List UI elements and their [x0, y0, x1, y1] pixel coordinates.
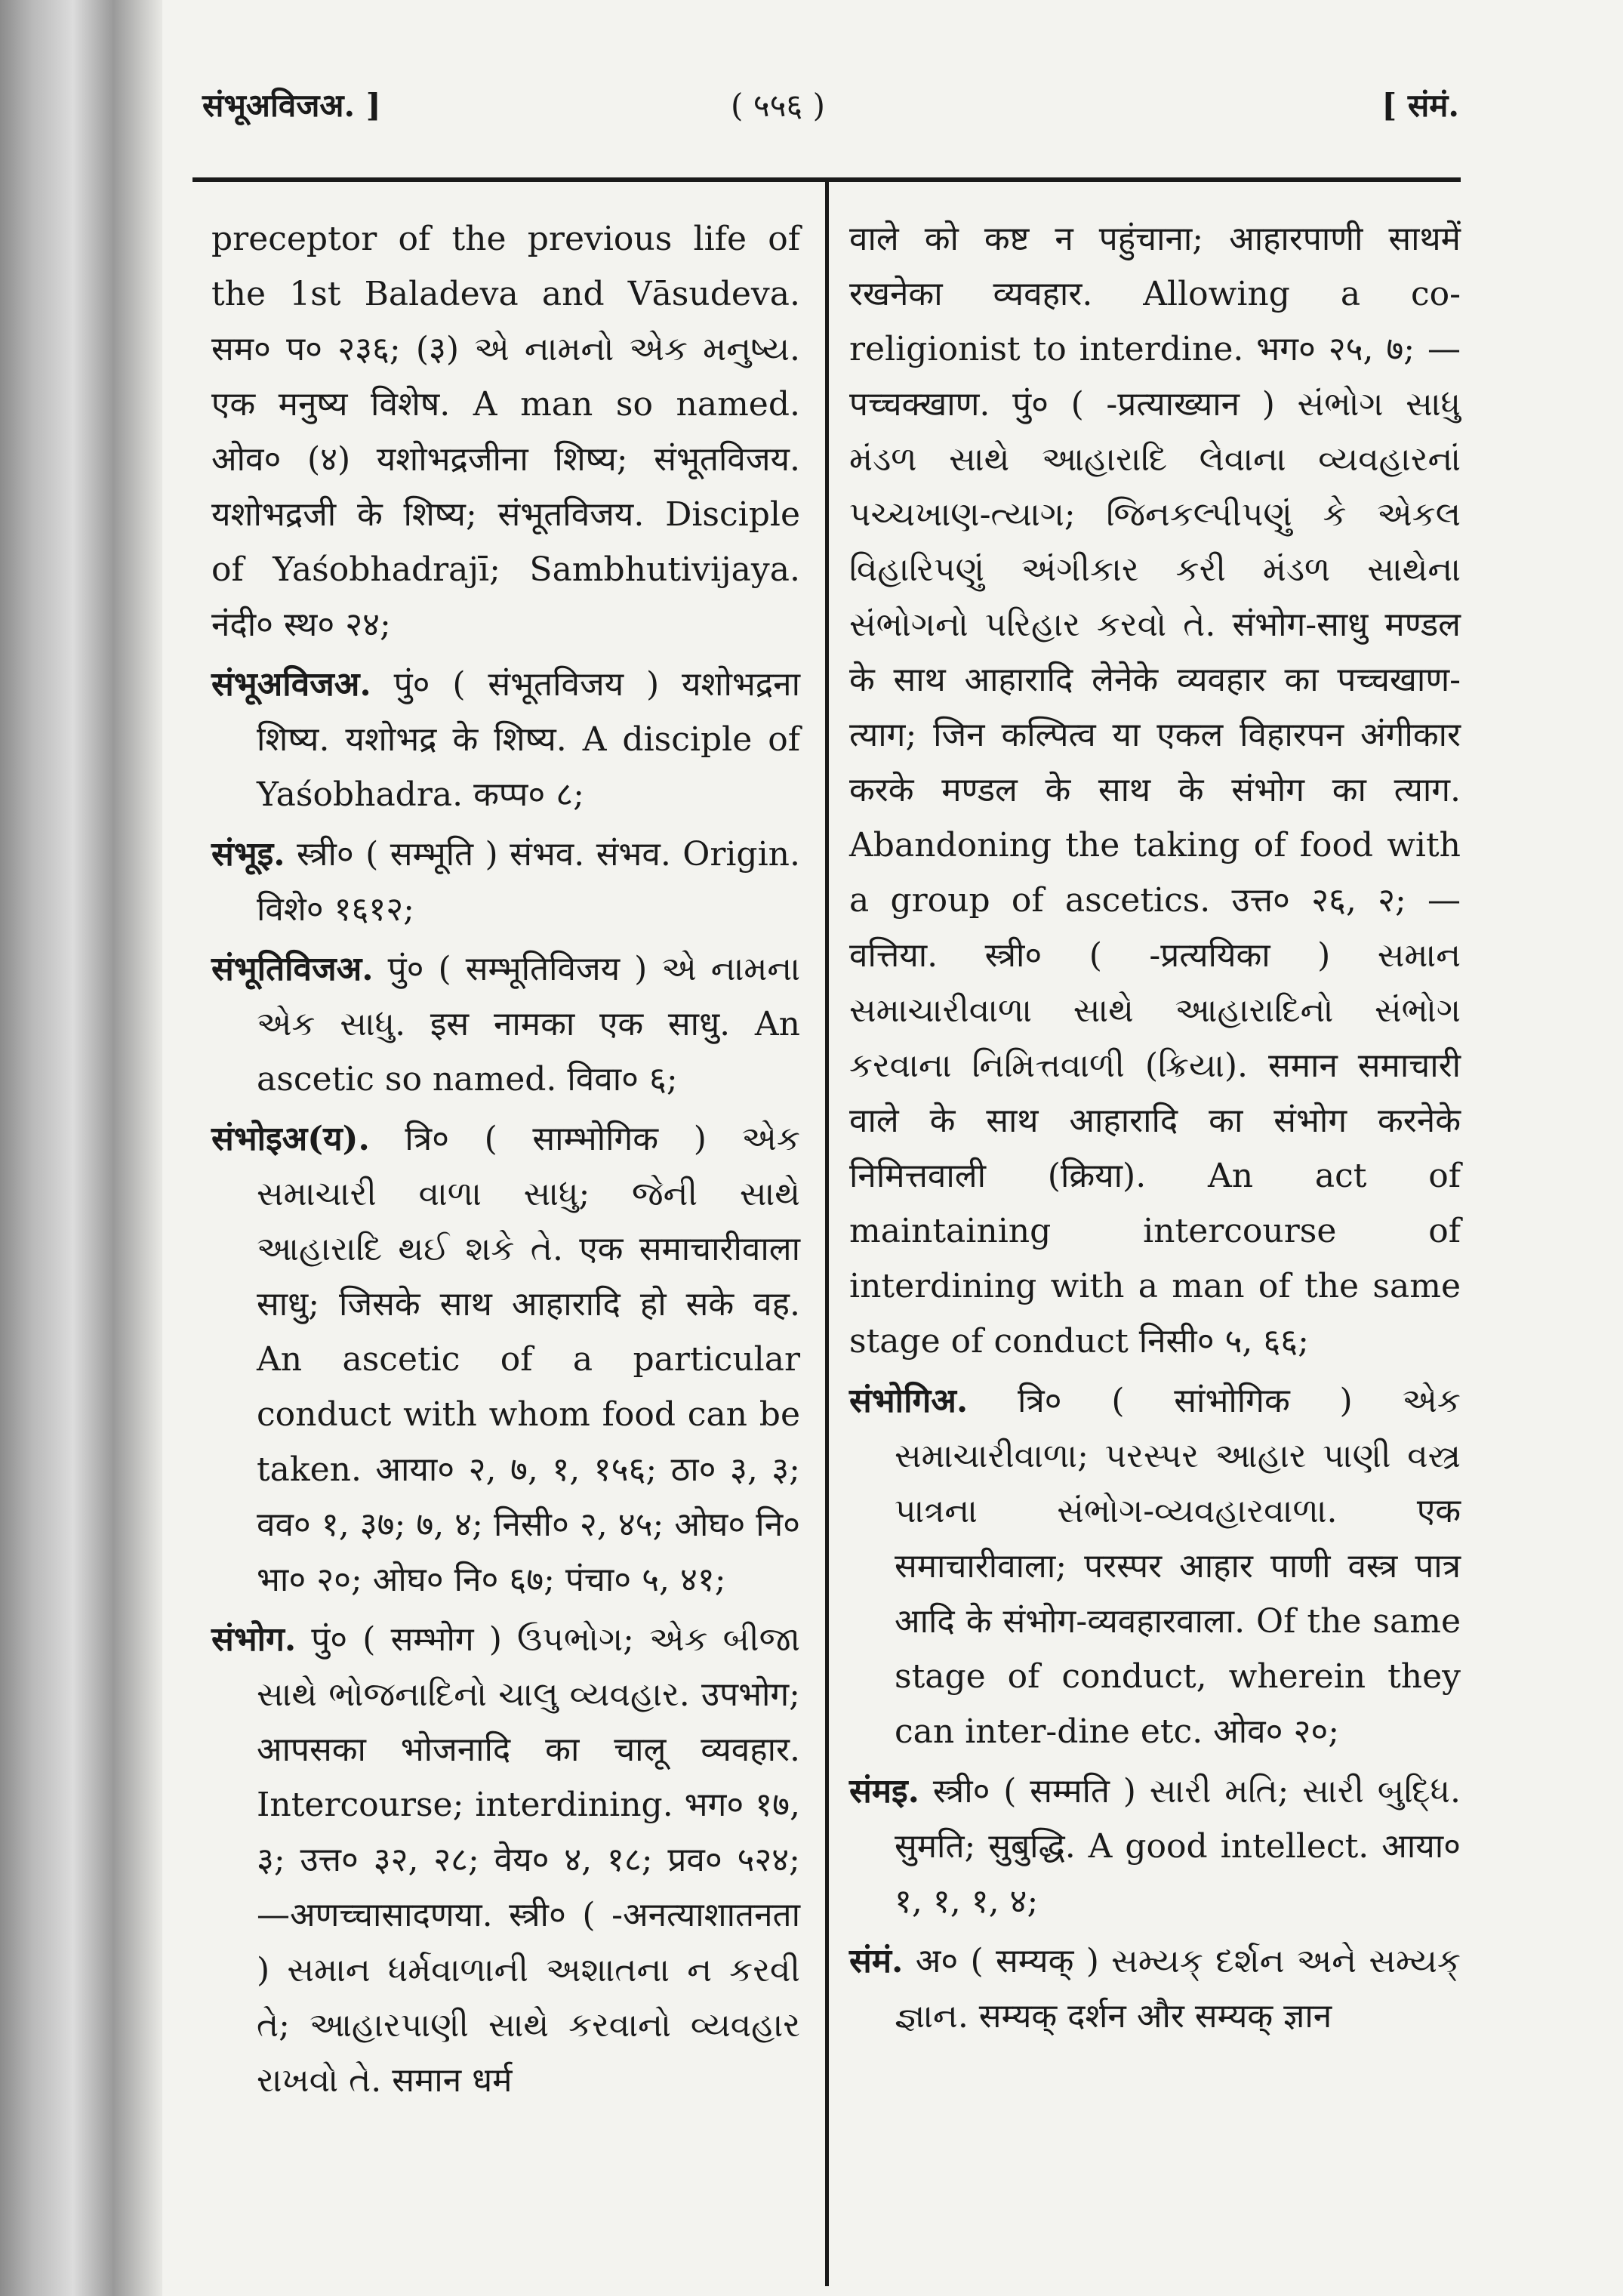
dictionary-entry	[849, 1764, 1461, 1929]
header-left-guide-word: संभूअविजअ. ]	[202, 87, 381, 124]
dictionary-entry	[211, 827, 800, 937]
entry-headword: संभोइअ(य).	[211, 1120, 370, 1158]
entry-definition: त्रि० ( सांभोगिक ) એક સમાચારીવાળા; પરસ્પર આહાર પાણી વસ્ત્ર પાત્રના સંભોગ-વ્યવહારવાળા. एक समाचारीवाला; परस्पर आहार पाणी वस्त्र पात्र आदि के संभोग-व्यवहारवाला. Of the same stage of conduct, wherein they can inter-dine etc. ओव० २०;	[895, 1382, 1461, 1751]
right-column	[849, 211, 1461, 2048]
entry-definition: स्त्री० ( सम्भूति ) संभव. संभव. Origin. विशे० १६१२;	[257, 835, 800, 929]
dictionary-entry	[211, 942, 800, 1107]
entry-headword: संमइ.	[849, 1772, 919, 1811]
continued-entry: preceptor of the previous life of the 1st Baladeva and Vāsudeva. सम० प० २३६; (३) એ નામનો એક મનુષ્ય. एक मनुष्य विशेष. A man so named. ओव० (४) यशोभद्रजीना शिष्य; संभूतविजय. यशोभद्रजी के शिष्य; संभूतविजय. Disciple of Yaśobhadrajī; Sambhutivijaya. नंदी० स्थ० २४;	[211, 220, 800, 644]
entry-headword: संभूतिविजअ.	[211, 950, 374, 988]
page-number: ( ५५६ )	[731, 87, 825, 124]
entry-definition: अ० ( सम्यक् ) સમ્યક્ દર્શન અને સમ્યક્ જ્ઞાન. सम्यक् दर्शन और सम्यक् ज्ञान	[895, 1942, 1461, 2036]
dictionary-entry	[211, 1111, 800, 1607]
entry-headword: संभूइ.	[211, 835, 285, 874]
dictionary-entry	[849, 1934, 1461, 2044]
entry-definition: त्रि० ( साम्भोगिक ) એક સમાચારી વાળા સાધુ; જેની સાથે આહારાદિ થઈ શકે તે. एक समाचारीवाला साधु; जिसके साथ आहारादि हो सके वह. An ascetic of a particular conduct with whom food can be taken. आया० २, ७, १, १५६; ठा० ३, ३; वव० १, ३७; ७, ४; निसी० २, ४५; ओघ० नि० भा० २०; ओघ० नि० ६७; पंचा० ५, ४१;	[257, 1120, 800, 1599]
entry-headword: संभूअविजअ.	[211, 665, 371, 704]
entry-definition: पुं० ( संभूतविजय ) यशोभद्रना शिष्य. यशोभद्र के शिष्य. A disciple of Yaśobhadra. कप्प० ८;	[257, 665, 800, 814]
dictionary-entry	[211, 657, 800, 822]
header-right-guide-word: [ संमं.	[1381, 87, 1459, 124]
dictionary-entry	[211, 1612, 800, 2108]
column-divider	[825, 180, 829, 2286]
dictionary-entry	[849, 1373, 1461, 1759]
entry-definition: पुं० ( सम्भोग ) ઉપભોગ; એક બીજા સાથે ભોજનાદિનો ચાલુ વ્યવહાર. उपभोग; आपसका भोजनादि का चालू व्यवहार. Intercourse; interdining. भग० १७, ३; उत्त० ३२, २८; वेय० ४, १८; प्रव० ५२४; —अणच्चासादणया. स्त्री० ( -अनत्याशातनता ) સમાન ધર્મવાળાની અશાતના ન કરવી તે; આહારપાણી સાથે કરવાનો વ્યવહાર રાખવો તે. समान धर्म	[257, 1620, 800, 2100]
entry-headword: संमं.	[849, 1942, 904, 1980]
entry-headword: संभोग.	[211, 1620, 297, 1659]
entry-headword: संभोगिअ.	[849, 1382, 969, 1420]
page-header	[202, 83, 1459, 136]
entry-definition: स्त्री० ( सम्मति ) સારી મતિ; સારી બુદ્ધિ. सुमति; सुबुद्धि. A good intellect. आया० १, १, १, ४;	[895, 1772, 1461, 1921]
left-column	[211, 211, 800, 2113]
scan-binding-shadow	[0, 0, 162, 2296]
continued-entry: वाले को कष्ट न पहुंचाना; आहारपाणी साथमें रखनेका व्यवहार. Allowing a co-religionist to interdine. भग० २५, ७; —पच्चक्खाण. पुं० ( -प्रत्याख्यान ) સંભોગ સાધુ મંડળ સાથે આહારાદિ લેવાના વ્યવહારનાં પચ્ચખાણ-ત્યાગ; જિનકલ્પીપણું કે એકલ વિહારિપણું અંગીકાર કરી મંડળ સાથેના સંભોગનો પરિહાર કરવો તે. संभोग-साधु मण्डल के साथ आहारादि लेनेके व्यवहार का पच्चखाण-त्याग; जिन कल्पित्व या एकल विहारपन अंगीकार करके मण्डल के साथ के संभोग का त्याग. Abandoning the taking of food with a group of ascetics. उत्त० २६, २; —वत्तिया. स्त्री० ( -प्रत्ययिका ) સમાન સમાચારીવાળા સાથે આહારાદિનો સંભોગ કરવાના નિમિત્તવાળી (ક્રિયા). समान समाचारी वाले के साथ आहारादि का संभोग करनेके निमित्तवाली (क्रिया). An act of maintaining intercourse of interdining with a man of the same stage of conduct निसी० ५, ६६;	[849, 220, 1461, 1361]
entry-definition: पुं० ( सम्भूतिविजय ) એ નામના એક સાધુ. इस नामका एक साधु. An ascetic so named. विवा० ६;	[257, 950, 800, 1099]
